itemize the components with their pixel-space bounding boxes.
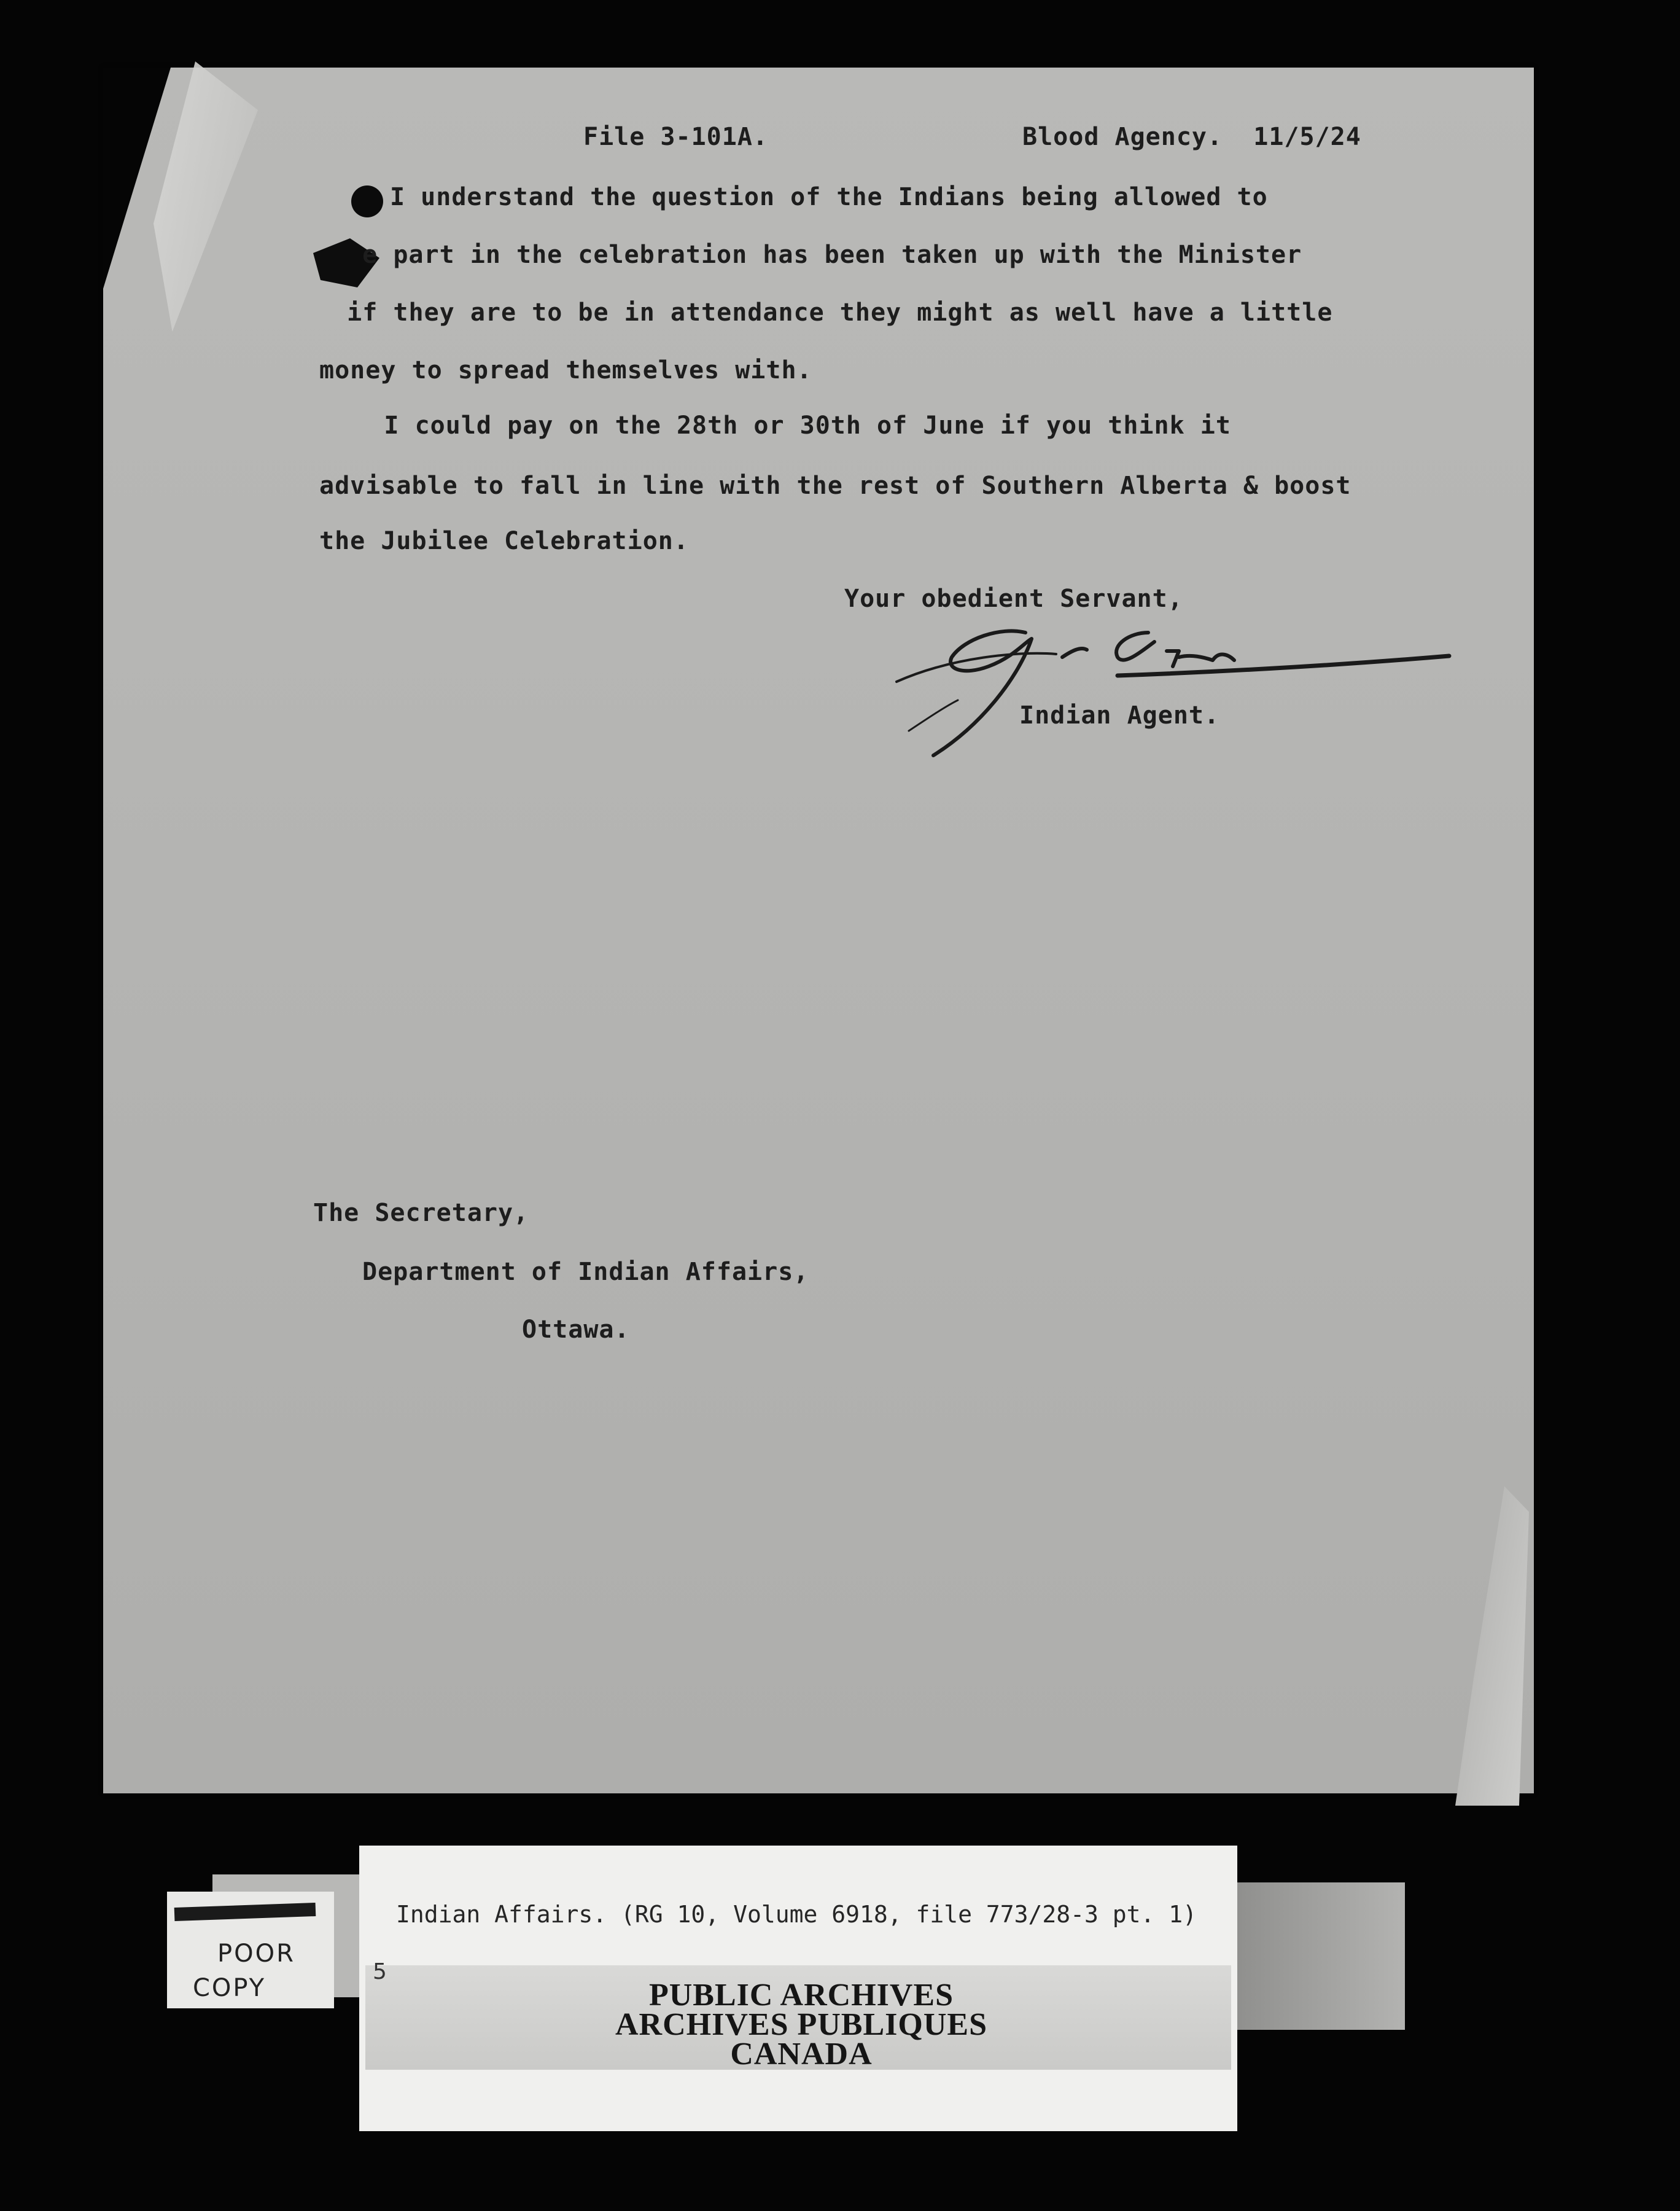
- stamp-line: ARCHIVES PUBLIQUES: [615, 2007, 988, 2042]
- addressee-line: Department of Indian Affairs,: [362, 1258, 809, 1286]
- hole-punch-mark: [351, 185, 383, 217]
- body-line: money to spread themselves with.: [319, 356, 812, 384]
- archives-stamp: [568, 1978, 1035, 2072]
- agency-and-date: Blood Agency. 11/5/24: [1022, 123, 1361, 151]
- archive-citation: Indian Affairs. (RG 10, Volume 6918, file 773/28-3 pt. 1): [396, 1901, 1197, 1928]
- stamp-line: PUBLIC ARCHIVES: [648, 1978, 954, 2013]
- body-line: I understand the question of the Indians being allowed to: [390, 183, 1268, 211]
- poor-copy-label: [167, 1892, 334, 2008]
- poor-copy-word: POOR: [217, 1940, 295, 1968]
- body-line: advisable to fall in line with the rest of Southern Alberta & boost: [319, 472, 1351, 500]
- body-line: if they are to be in attendance they might as well have a little: [316, 298, 1333, 327]
- mount-tab-right: [1234, 1882, 1405, 2030]
- body-line: e part in the celebration has been taken up with the Minister: [332, 241, 1302, 269]
- closing: Your obedient Servant,: [844, 585, 1183, 613]
- addressee-line: The Secretary,: [313, 1199, 529, 1227]
- body-line: I could pay on the 28th or 30th of June if you think it: [307, 411, 1231, 440]
- body-line: the Jubilee Celebration.: [319, 527, 689, 555]
- archive-caption-card: [359, 1846, 1237, 2131]
- signer-title: Indian Agent.: [1019, 701, 1220, 730]
- file-reference: File 3-101A.: [583, 123, 768, 151]
- addressee-line: Ottawa.: [522, 1316, 630, 1344]
- poor-copy-word: COPY: [193, 1974, 266, 2002]
- redaction-strike: [174, 1903, 316, 1921]
- handwritten-signature: [860, 608, 1461, 768]
- stamp-line: CANADA: [730, 2037, 873, 2072]
- frame-number: 5: [373, 1959, 387, 1984]
